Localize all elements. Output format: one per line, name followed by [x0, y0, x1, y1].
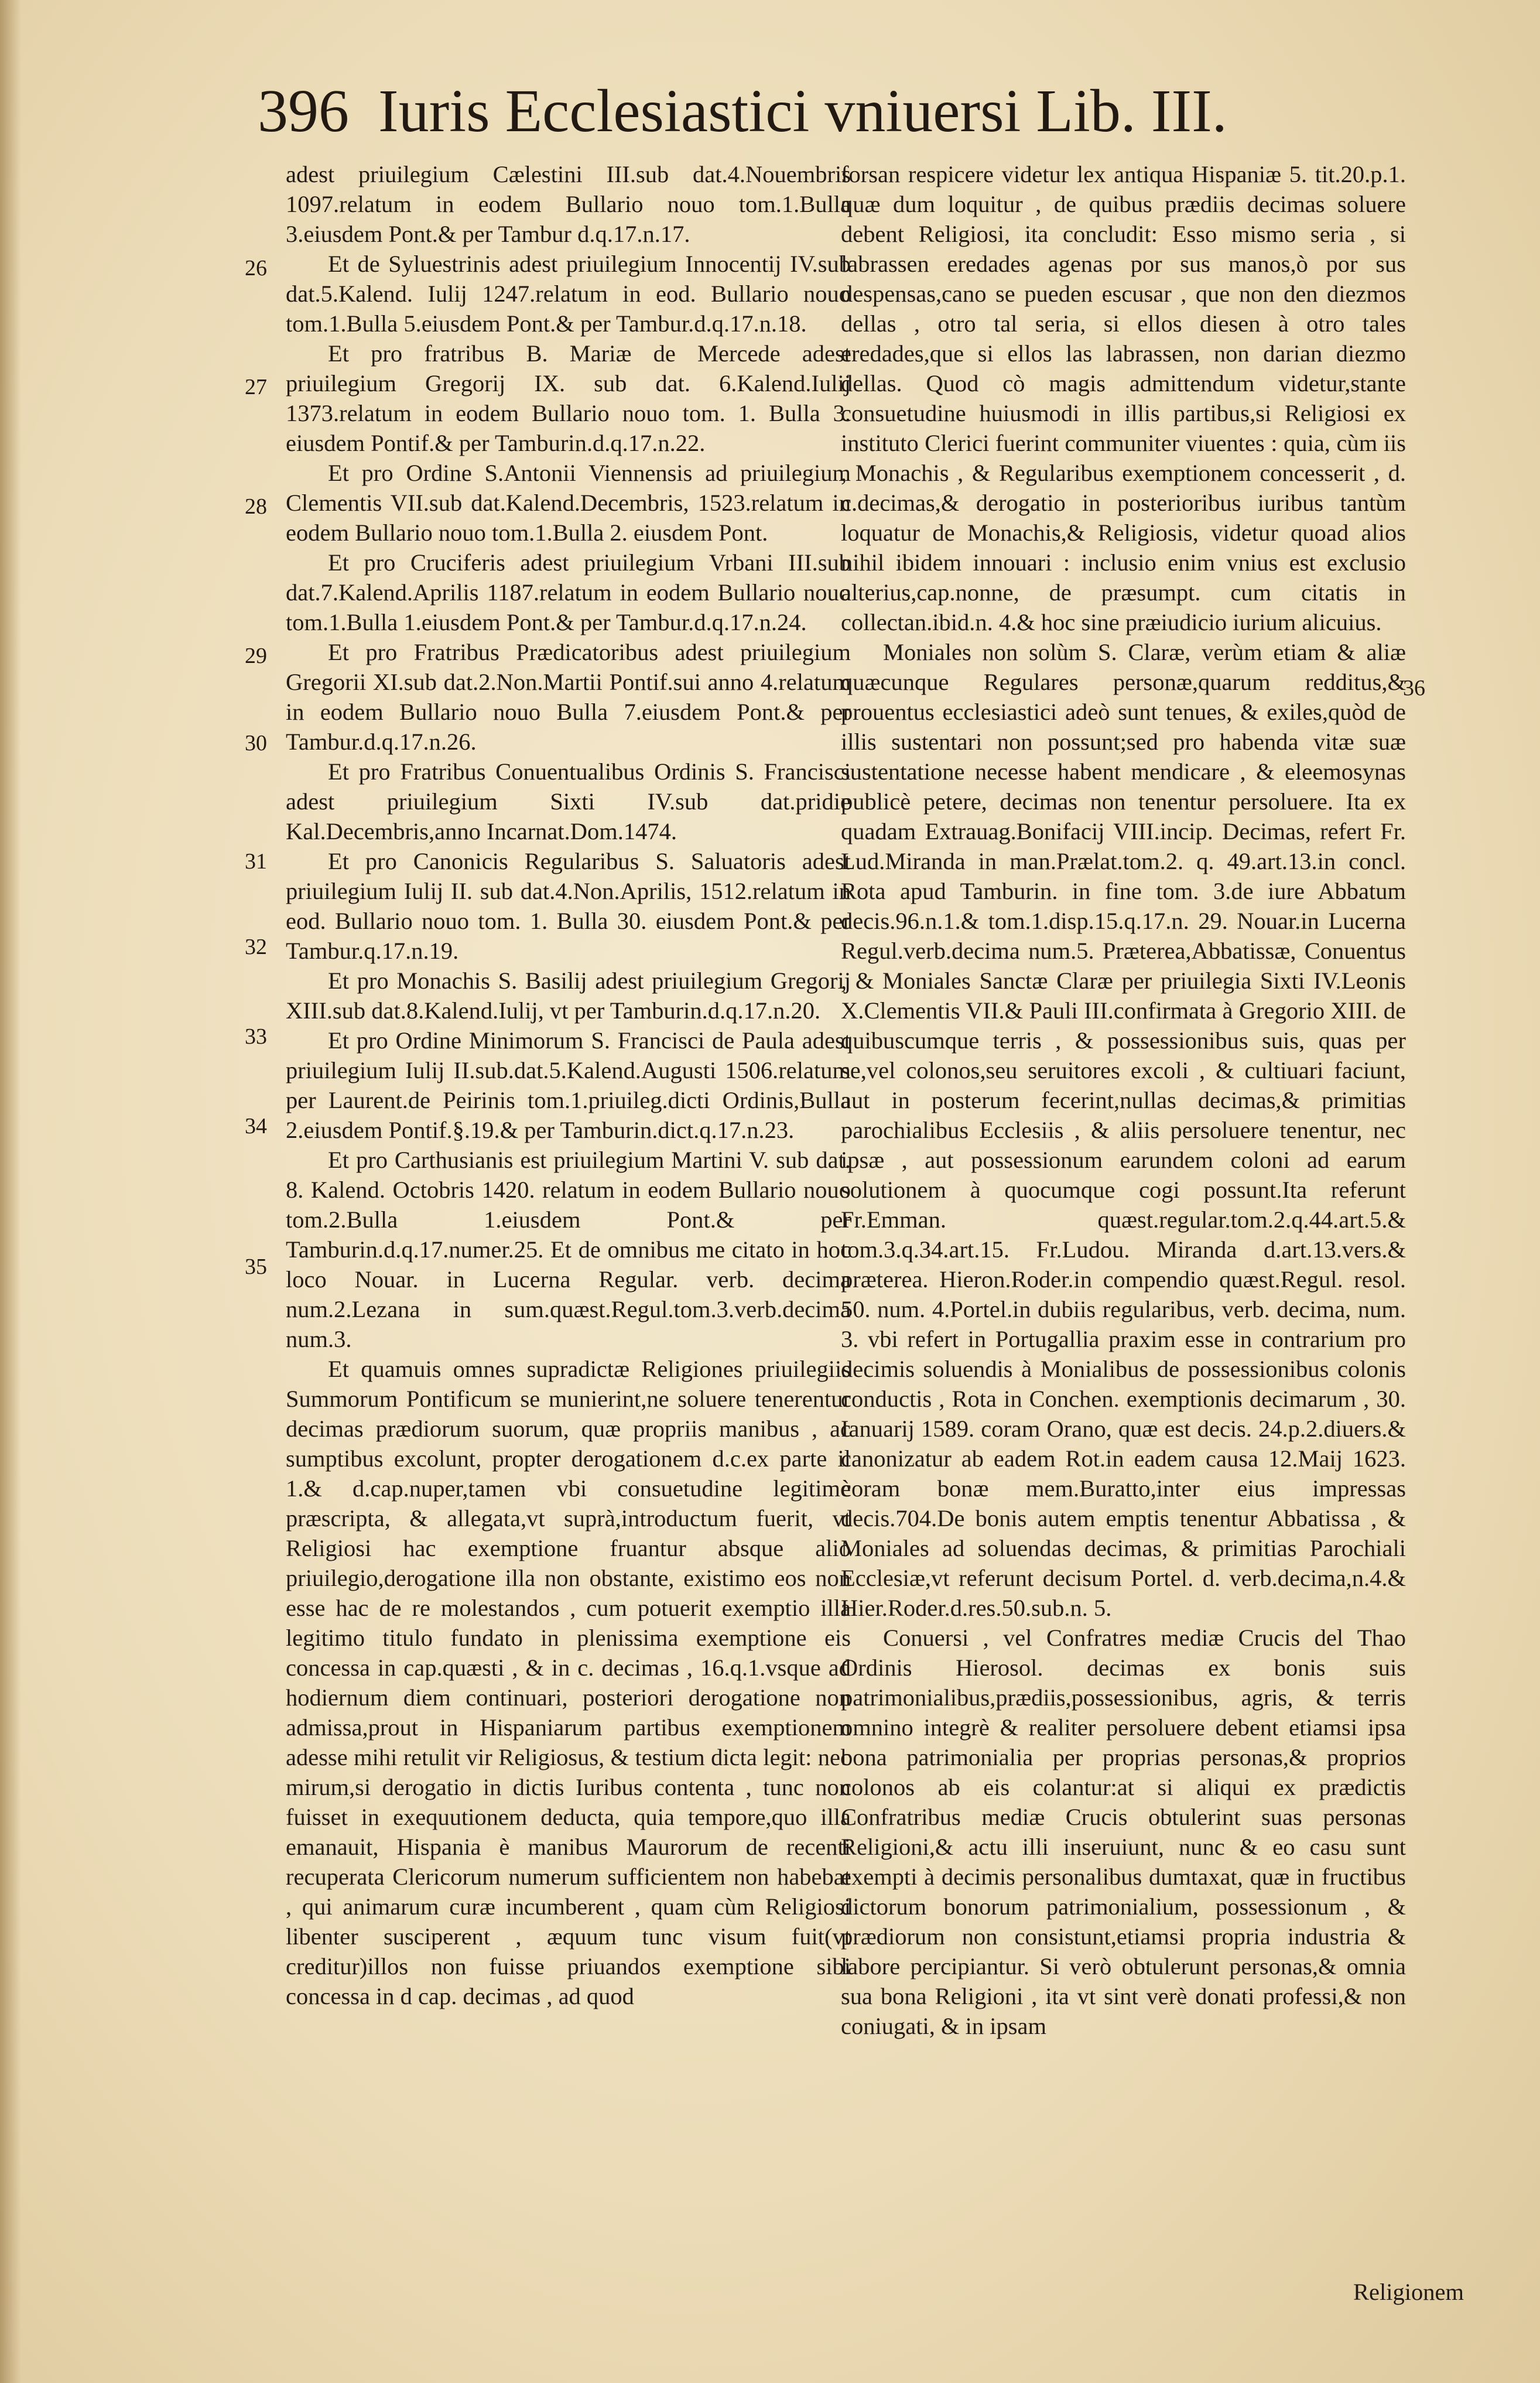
text-paragraph: Et pro Cruciferis adest priuilegium Vrbani III.sub dat.7.Kalend.Aprilis 1187.relatum in eodem Bullario nouo tom.1.Bulla 1.eiusdem Pont.& per Tambur.d.q.17.n.24. — [286, 549, 851, 635]
margin-number: 35 — [245, 1254, 267, 1279]
text-paragraph: Et pro Monachis S. Basilij adest priuilegium Gregorij XIII.sub dat.8.Kalend.Iulij, vt per Tamburin.d.q.17.n.20. — [286, 967, 851, 1024]
page-number: 396 — [258, 77, 349, 145]
margin-number: 32 — [245, 935, 267, 959]
margin-number: 33 — [245, 1024, 267, 1049]
margin-number: 26 — [245, 256, 267, 281]
text-paragraph: adest priuilegium Cælestini III.sub dat.4.Nouembris 1097.relatum in eodem Bullario nouo tom.1.Bulla 3.eiusdem Pont.& per Tambur d.q.17.n.17. — [286, 161, 851, 247]
text-paragraph: Et quamuis omnes supradictæ Religiones priuilegiis Summorum Pontificum se munierint,ne soluere tenerentur decimas prædiorum suorum, quæ propriis manibus , ac sumptibus excolunt, propter derogationem d.c.ex parte il 1.& d.cap.nuper,tamen vbi consuetudine legitimè præscripta, & allegata,vt suprà,introductum fuerit, vt Religiosi hac exemptione fruantur absque alio priuilegio,derogatione illa non obstante, existimo eos non esse hac de re molestandos , cum potuerit exemptio illa legitimo titulo fundato in plenissima exemptione eis concessa in cap.quæsti , & in c. decimas , 16.q.1.vsque ad hodiernum diem continuari, posteriori derogatione non admissa,prout in Hispaniarum partibus exemptionem adesse mihi retulit vir Religiosus, & testium dicta legit: nec mirum,si derogatio in dictis Iuribus contenta , tunc non fuisset in exequutionem deducta, quia tempore,quo illa emanauit, Hispania è manibus Maurorum de recenti recuperata Clericorum numerum sufficientem non habebat , qui animarum curæ incumberent , quam cùm Religiosi libenter susciperent , æquum tunc visum fuit(vt creditur)illos non fuisse priuandos exemptione sibi concessa in d cap. decimas , ad quod — [286, 1356, 851, 2009]
text-paragraph: Et pro Carthusianis est priuilegium Martini V. sub dat. 8. Kalend. Octobris 1420. relatum in eodem Bullario nouo tom.2.Bulla 1.eiusdem Pont.& per Tamburin.d.q.17.numer.25. Et de omnibus me citato in hoc loco Nouar. in Lucerna Regular. verb. decima num.2.Lezana in sum.quæst.Regul.tom.3.verb.decima num.3. — [286, 1147, 851, 1352]
text-paragraph: Et pro Canonicis Regularibus S. Saluatoris adest priuilegium Iulij II. sub dat.4.Non.Aprilis, 1512.relatum in eod. Bullario nouo tom. 1. Bulla 30. eiusdem Pont.& per Tambur.q.17.n.19. — [286, 848, 851, 964]
text-paragraph: Et pro Fratribus Prædicatoribus adest priuilegium Gregorii XI.sub dat.2.Non.Martii Pontif.sui anno 4.relatum in eodem Bullario nouo Bulla 7.eiusdem Pont.& per Tambur.d.q.17.n.26. — [286, 639, 851, 755]
margin-number: 34 — [245, 1114, 267, 1138]
text-paragraph: Et pro Ordine S.Antonii Viennensis ad priuilegium Clementis VII.sub dat.Kalend.Decembris, 1523.relatum in eodem Bullario nouo tom.1.Bulla 2. eiusdem Pont. — [286, 460, 851, 546]
text-paragraph: forsan respicere videtur lex antiqua Hispaniæ 5. tit.20.p.1. quæ dum loquitur , de quibus prædiis decimas soluere debent Religiosi, ita concludit: Esso mismo seria , si labrassen eredades agenas por sus manos,ò por sus despensas,cano se pueden escusar , que non den diezmos dellas , otro tal seria, si ellos diesen à otro tales eredades,que si ellos las labrassen, non darian diezmo dellas. Quod cò magis admittendum videtur,stante consuetudine huiusmodi in illis partibus,si Religiosi ex instituto Clerici fuerint communiter viuentes : quia, cùm iis , Monachis , & Regularibus exemptionem concesserit , d. c.decimas,& derogatio in posterioribus iuribus tantùm loquatur de Monachis,& Religiosis, videtur quoad alios nihil ibidem innouari : inclusio enim vnius est exclusio alterius,cap.nonne, de præsumpt. cum citatis in collectan.ibid.n. 4.& hoc sine præiudicio iurium alicuius. — [841, 161, 1406, 635]
left-text-column — [286, 159, 851, 2326]
right-text-column — [841, 159, 1406, 2326]
margin-number: 28 — [245, 494, 267, 519]
margin-number: 29 — [245, 644, 267, 668]
page-gutter-shadow — [0, 0, 21, 2383]
margin-number: 31 — [245, 849, 267, 874]
text-paragraph: Moniales non solùm S. Claræ, verùm etiam & aliæ quæcunque Regulares personæ,quarum redditus,& prouentus ecclesiastici adeò sunt tenues, & exiles,quòd de illis sustentari non possunt;sed pro habenda vitæ suæ sustentatione necesse habent mendicare , & eleemosynas publicè petere, decimas non tenentur persoluere. Ita ex quadam Extrauag.Bonifacij VIII.incip. Decimas, refert Fr. Lud.Miranda in man.Prælat.tom.2. q. 49.art.13.in concl. Rota apud Tamburin. in fine tom. 3.de iure Abbatum decis.96.n.1.& tom.1.disp.15.q.17.n. 29. Nouar.in Lucerna Regul.verb.decima num.5. Præterea,Abbatissæ, Conuentus , & Moniales Sanctæ Claræ per priuilegia Sixti IV.Leonis X.Clementis VII.& Pauli III.confirmata à Gregorio XIII. de quibuscumque terris , & possessionibus suis, quas per se,vel colonos,seu seruitores excoli , & cultiuari faciunt, aut in posterum fecerint,nullas decimas,& primitias parochialibus Ecclesiis , & aliis persoluere tenentur, nec ipsæ , aut possessionum earundem coloni ad earum solutionem à quocumque cogi possunt.Ita referunt Fr.Emman. quæst.regular.tom.2.q.44.art.5.& tom.3.q.34.art.15. Fr.Ludou. Miranda d.art.13.vers.& præterea. Hieron.Roder.in compendio quæst.Regul. resol. 50. num. 4.Portel.in dubiis regularibus, verb. decima, num. 3. vbi refert in Portugallia praxim esse in contrarium pro decimis soluendis à Monialibus de possessionibus colonis conductis , Rota in Conchen. exemptionis decimarum , 30. Ianuarij 1589. coram Orano, quæ est decis. 24.p.2.diuers.& canonizatur ab eadem Rot.in eadem causa 12.Maij 1623. coram bonæ mem.Buratto,inter eius impressas decis.704.De bonis autem emptis tenentur Abbatissa , & Moniales ad soluendas decimas, & primitias Parochiali Ecclesiæ,vt referunt decisum Portel. d. verb.decima,n.4.& Hier.Roder.d.res.50.sub.n. 5. — [841, 639, 1406, 1621]
text-paragraph: Et pro Ordine Minimorum S. Francisci de Paula adest priuilegium Iulij II.sub.dat.5.Kalend.Augusti 1506.relatum per Laurent.de Peirinis tom.1.priuileg.dicti Ordinis,Bulla 2.eiusdem Pontif.§.19.& per Tamburin.dict.q.17.n.23. — [286, 1027, 851, 1143]
text-paragraph: Et pro Fratribus Conuentualibus Ordinis S. Francisci adest priuilegium Sixti IV.sub dat.pridie Kal.Decembris,anno Incarnat.Dom.1474. — [286, 758, 851, 845]
running-title: Iuris Ecclesiastici vniuersi Lib. III. — [378, 77, 1227, 145]
text-paragraph: Et de Syluestrinis adest priuilegium Innocentij IV.sub dat.5.Kalend. Iulij 1247.relatum in eod. Bullario nouo tom.1.Bulla 5.eiusdem Pont.& per Tambur.d.q.17.n.18. — [286, 251, 851, 337]
text-paragraph: Conuersi , vel Confratres mediæ Crucis del Thao Ordinis Hierosol. decimas ex bonis suis patrimonialibus,prædiis,possessionibus, agris, & terris omnino integrè & realiter persoluere debent etiamsi ipsa bona patrimonialia per proprias personas,& proprios colonos ab eis colantur:at si aliqui ex prædictis Confratribus mediæ Crucis obtulerint suas personas Religioni,& actu illi inseruiunt, nunc & eo casu sunt exempti à decimis personalibus dumtaxat, quæ in fructibus dictorum bonorum patrimonialium, possessionum , & prædiorum non consistunt,etiamsi propria industria & labore percipiantur. Si verò obtulerunt personas,& omnia sua bona Religioni , ita vt sint verè donati professi,& non coniugati, & in ipsam — [841, 1625, 1406, 2039]
running-header — [258, 70, 1458, 152]
margin-number: 27 — [245, 375, 267, 399]
text-paragraph: Et pro fratribus B. Mariæ de Mercede adest priuilegium Gregorij IX. sub dat. 6.Kalend.Iulij 1373.relatum in eodem Bullario nouo tom. 1. Bulla 3. eiusdem Pontif.& per Tamburin.d.q.17.n.22. — [286, 340, 851, 456]
margin-number: 36 — [1403, 676, 1425, 700]
catchword: Religionem — [1353, 2279, 1464, 2305]
margin-number: 30 — [245, 731, 267, 755]
